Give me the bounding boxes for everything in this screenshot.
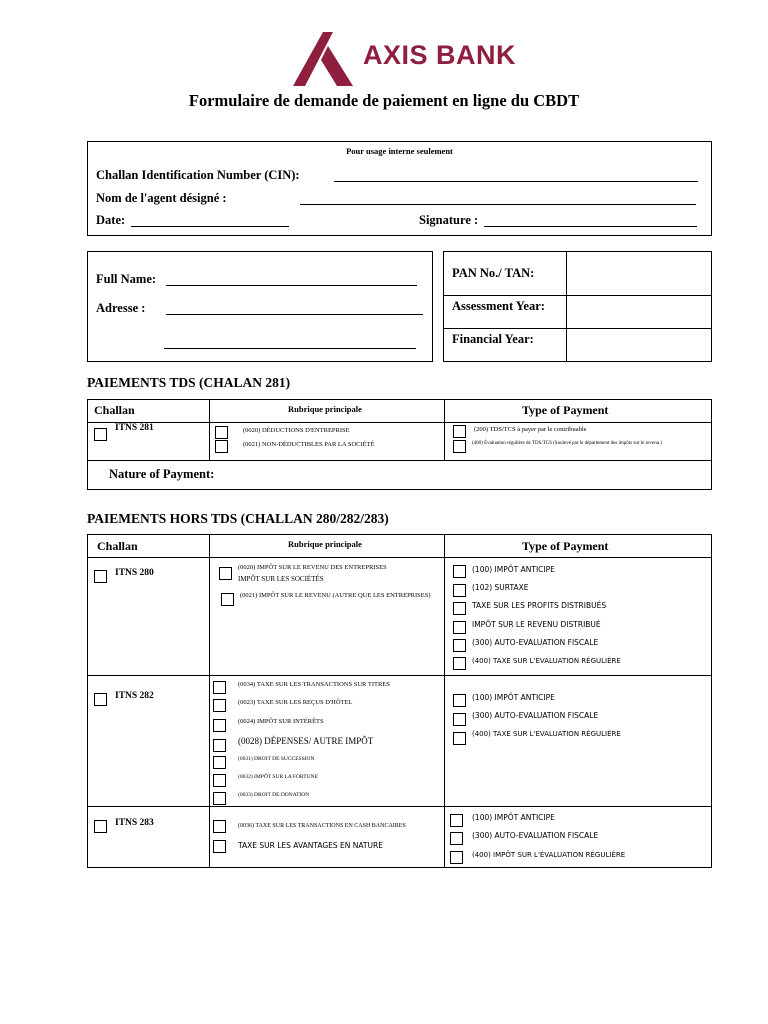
itns280-type-100: (100) IMPÔT ANTICIPE	[472, 565, 555, 574]
address-field-line2[interactable]	[164, 348, 416, 349]
tds-table	[87, 399, 712, 490]
tds-col-rubrique: Rubrique principale	[288, 404, 362, 414]
tds-rubrique-0021: (0021) NON-DÉDUCTIBLES PAR LA SOCIÉTÉ	[243, 441, 375, 448]
itns283-type-400: (400) IMPÔT SUR L'ÉVALUATION RÉGULIÈRE	[472, 851, 626, 859]
itns280-checkbox[interactable]	[94, 570, 107, 583]
tds-col-type: Type of Payment	[522, 403, 609, 417]
itns282-type-100: (100) IMPÔT ANTICIPE	[472, 693, 555, 702]
itns282-rubrique-checkbox-0023[interactable]	[213, 699, 226, 712]
itns282-rubrique-checkbox-0028[interactable]	[213, 739, 226, 752]
itns282-rubrique-0028: (0028) DÉPENSES/ AUTRE IMPÔT	[238, 736, 374, 746]
itns280-type-300: (300) AUTO-EVALUATION FISCALE	[472, 638, 599, 647]
itns283-rubrique-checkbox-0036[interactable]	[213, 820, 226, 833]
itns280-type-checkbox-102[interactable]	[453, 584, 466, 597]
itns282-rubrique-0023: (0023) TAXE SUR LES REÇUS D'HÔTEL	[238, 699, 353, 706]
itns280-type-checkbox-profits[interactable]	[453, 602, 466, 615]
itns283-rubrique-0036: (0036) TAXE SUR LES TRANSACTIONS EN CASH BANCAIRES	[238, 823, 406, 829]
itns280-type-102: (102) SURTAXE	[472, 583, 529, 592]
address-label: Adresse :	[96, 301, 146, 315]
itns283-rubrique-avantages: TAXE SUR LES AVANTAGES EN NATURE	[238, 841, 383, 850]
itns280-type-checkbox-revenu[interactable]	[453, 621, 466, 634]
financial-year-label: Financial Year:	[452, 332, 534, 346]
itns282-rubrique-0034: (0034) TAXE SUR LES TRANSACTIONS SUR TITRES	[238, 681, 390, 688]
itns283-label: ITNS 283	[115, 818, 154, 828]
non-tds-col-type: Type of Payment	[522, 539, 609, 553]
non-tds-col-challan: Challan	[97, 539, 138, 553]
pan-table	[443, 251, 712, 362]
full-name-label: Full Name:	[96, 272, 157, 286]
tds-rubrique-checkbox-0020[interactable]	[215, 426, 228, 439]
nature-of-payment-label: Nature of Payment:	[109, 467, 215, 481]
axis-logo-icon	[293, 30, 359, 88]
agent-label: Nom de l'agent désigné :	[96, 191, 227, 205]
itns282-rubrique-0033: (0033) DROIT DE DONATION	[238, 792, 310, 798]
address-field-line1[interactable]	[166, 314, 423, 315]
tds-heading: PAIEMENTS TDS (CHALAN 281)	[87, 375, 291, 390]
logo-text: AXIS BANK	[363, 40, 517, 70]
itns283-type-checkbox-300[interactable]	[450, 832, 463, 845]
tds-col-challan: Challan	[94, 403, 135, 417]
tds-rubrique-checkbox-0021[interactable]	[215, 440, 228, 453]
form-title: Formulaire de demande de paiement en ligne du CBDT	[188, 91, 580, 110]
itns280-type-checkbox-400[interactable]	[453, 657, 466, 670]
itns280-rubrique-checkbox-0021[interactable]	[221, 593, 234, 606]
itns282-type-400: (400) TAXE SUR L'EVALUATION RÉGULIÈRE	[472, 730, 621, 738]
itns282-rubrique-0024: (0024) IMPÔT SUR INTÉRÊTS	[238, 718, 324, 725]
itns283-rubrique-checkbox-avantages[interactable]	[213, 840, 226, 853]
itns282-label: ITNS 282	[115, 691, 154, 701]
non-tds-col-rubrique: Rubrique principale	[288, 539, 362, 549]
date-label: Date:	[96, 213, 126, 227]
non-tds-table	[87, 534, 712, 868]
internal-use-box	[87, 141, 712, 236]
tds-type-400: (400) Évaluation régulière de TDS/TCS (Soulevé par le département des impôts sur le revenu.)	[472, 441, 663, 446]
assessment-year-label: Assessment Year:	[452, 299, 545, 313]
itns282-type-checkbox-100[interactable]	[453, 694, 466, 707]
financial-year-field[interactable]	[567, 329, 711, 361]
agent-field[interactable]	[300, 204, 696, 205]
tds-type-checkbox-400[interactable]	[453, 440, 466, 453]
itns283-checkbox[interactable]	[94, 820, 107, 833]
itns280-rubrique-0020: (0020) IMPÔT SUR LE REVENU DES ENTREPRISES	[238, 564, 387, 571]
itns282-rubrique-checkbox-0034[interactable]	[213, 681, 226, 694]
axis-bank-logo	[293, 30, 523, 90]
non-tds-heading: PAIEMENTS HORS TDS (CHALLAN 280/282/283)	[87, 511, 389, 526]
itns280-type-checkbox-100[interactable]	[453, 565, 466, 578]
itns280-rubrique-societes: IMPÔT SUR LES SOCIÉTÉS	[238, 575, 324, 583]
cin-field[interactable]	[334, 181, 698, 182]
itns282-rubrique-0031: (0031) DROIT DE SUCCESSION	[238, 756, 315, 762]
itns282-checkbox[interactable]	[94, 693, 107, 706]
itns280-type-revenu: IMPÔT SUR LE REVENU DISTRIBUÉ	[472, 620, 601, 629]
date-field[interactable]	[131, 226, 289, 227]
itns282-rubrique-checkbox-0032[interactable]	[213, 774, 226, 787]
itns282-rubrique-0032: (0032) IMPÔT SUR LA FORTUNE	[238, 774, 318, 780]
itns283-type-100: (100) IMPÔT ANTICIPE	[472, 813, 555, 822]
itns282-rubrique-checkbox-0031[interactable]	[213, 756, 226, 769]
itns280-rubrique-checkbox-0020[interactable]	[219, 567, 232, 580]
itns282-rubrique-checkbox-0024[interactable]	[213, 719, 226, 732]
cin-label: Challan Identification Number (CIN):	[96, 168, 300, 182]
itns280-type-checkbox-300[interactable]	[453, 639, 466, 652]
tds-rubrique-0020: (0020) DÉDUCTIONS D'ENTREPRISE	[243, 427, 350, 434]
itns280-type-profits: TAXE SUR LES PROFITS DISTRIBUÉS	[472, 601, 607, 610]
itns281-checkbox[interactable]	[94, 428, 107, 441]
internal-use-caption: Pour usage interne seulement	[346, 146, 453, 156]
signature-field[interactable]	[484, 226, 697, 227]
tds-type-checkbox-200[interactable]	[453, 425, 466, 438]
taxpayer-box	[87, 251, 433, 362]
itns281-label: ITNS 281	[115, 423, 154, 433]
tds-type-200: (200) TDS/TCS à payer par le contribuable	[474, 426, 587, 433]
itns282-type-checkbox-400[interactable]	[453, 732, 466, 745]
itns282-type-checkbox-300[interactable]	[453, 713, 466, 726]
itns283-type-checkbox-400[interactable]	[450, 851, 463, 864]
assessment-year-field[interactable]	[567, 296, 711, 328]
itns283-type-300: (300) AUTO-EVALUATION FISCALE	[472, 831, 599, 840]
itns282-type-300: (300) AUTO-EVALUATION FISCALE	[472, 711, 599, 720]
signature-label: Signature :	[419, 213, 479, 227]
itns280-label: ITNS 280	[115, 568, 154, 578]
itns282-rubrique-checkbox-0033[interactable]	[213, 792, 226, 805]
itns283-type-checkbox-100[interactable]	[450, 814, 463, 827]
pan-label: PAN No./ TAN:	[452, 266, 535, 280]
full-name-field[interactable]	[166, 285, 417, 286]
pan-field[interactable]	[567, 252, 711, 295]
itns280-rubrique-0021: (0021) IMPÔT SUR LE REVENU (AUTRE QUE LES ENTREPRISES)	[240, 592, 431, 599]
itns280-type-400: (400) TAXE SUR L'EVALUATION RÉGULIÈRE	[472, 657, 621, 665]
